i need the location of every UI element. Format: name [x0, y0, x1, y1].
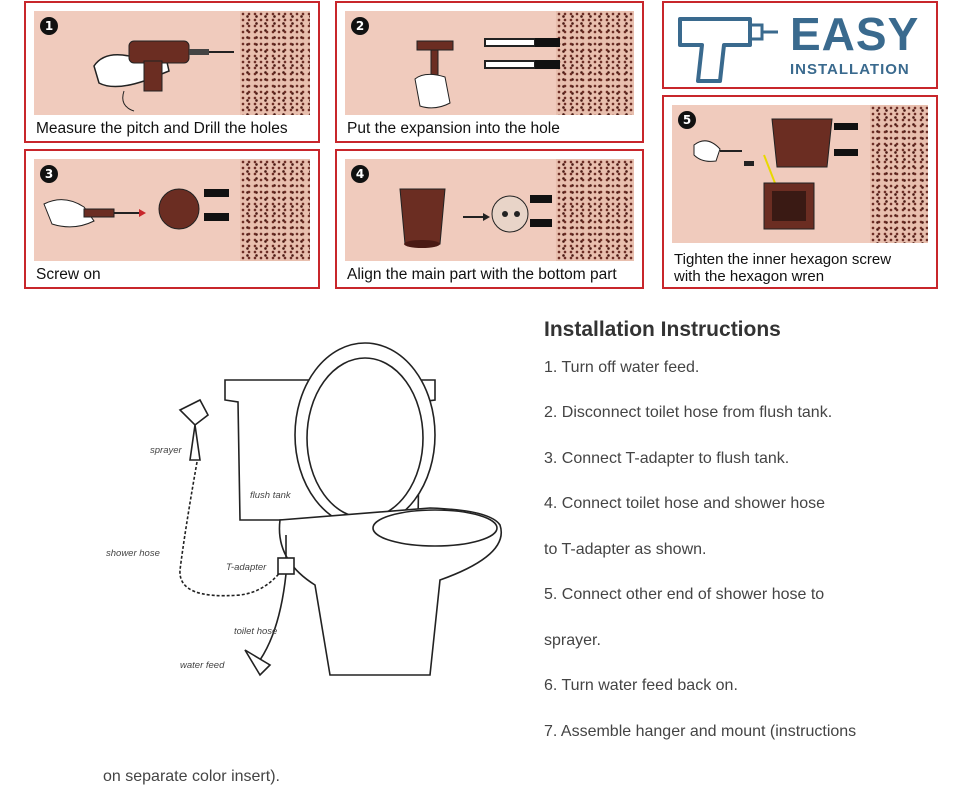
- step-4-illustration: [345, 159, 634, 261]
- instruction-line: on separate color insert).: [103, 768, 280, 785]
- instruction-line: 1. Turn off water feed.: [544, 359, 700, 376]
- step-panel-4: [335, 149, 644, 289]
- align-parts-illustration: [345, 159, 634, 261]
- step-caption: Measure the pitch and Drill the holes: [36, 120, 288, 137]
- step-1-illustration: [34, 11, 310, 115]
- step-panel-1: [24, 1, 320, 143]
- screwdriver-illustration: [34, 159, 310, 261]
- label-flush-tank: flush tank: [250, 490, 291, 501]
- logo-title: EASY: [790, 8, 920, 60]
- instruction-line: 7. Assemble hanger and mount (instructions: [544, 723, 857, 740]
- step-panel-2: [335, 1, 644, 143]
- step-3-illustration: [34, 159, 310, 261]
- step-caption: [674, 251, 930, 285]
- instruction-line: sprayer.: [544, 632, 601, 649]
- step-number: 2: [351, 17, 369, 35]
- instruction-line: 5. Connect other end of shower hose to: [544, 586, 825, 603]
- step-caption-line-2: with the hexagon wren: [674, 268, 825, 285]
- label-water-feed: water feed: [180, 660, 225, 671]
- step-5-illustration: [672, 105, 928, 243]
- easy-installation-logo: [662, 1, 938, 89]
- instruction-line: 3. Connect T-adapter to flush tank.: [544, 450, 790, 467]
- drill-illustration: [34, 11, 310, 115]
- hexagon-wrench-illustration: [672, 105, 928, 243]
- toilet-line-drawing: [100, 330, 530, 710]
- logo-subtitle: INSTALLATION: [790, 61, 910, 78]
- step-caption: Align the main part with the bottom part: [347, 266, 617, 283]
- label-toilet-hose: toilet hose: [234, 626, 278, 637]
- step-caption: Screw on: [36, 266, 101, 283]
- step-caption-line-1: Tighten the inner hexagon screw: [674, 251, 892, 268]
- label-shower-hose: shower hose: [106, 548, 160, 559]
- label-t-adapter: T-adapter: [226, 562, 267, 573]
- step-panel-5: [662, 95, 938, 289]
- drill-icon: [672, 7, 782, 87]
- instruction-line: 6. Turn water feed back on.: [544, 677, 738, 694]
- instruction-line: 2. Disconnect toilet hose from flush tank.: [544, 404, 833, 421]
- label-sprayer: sprayer: [150, 445, 182, 456]
- step-2-illustration: [345, 11, 634, 115]
- step-number: 1: [40, 17, 58, 35]
- instruction-line: 4. Connect toilet hose and shower hose: [544, 495, 826, 512]
- instructions-title: Installation Instructions: [544, 318, 781, 341]
- instruction-line: to T-adapter as shown.: [544, 541, 707, 558]
- step-number: 5: [678, 111, 696, 129]
- hammer-illustration: [345, 11, 634, 115]
- step-caption: Put the expansion into the hole: [347, 120, 560, 137]
- step-panel-3: [24, 149, 320, 289]
- toilet-bidet-diagram: [100, 330, 530, 710]
- step-number: 4: [351, 165, 369, 183]
- step-number: 3: [40, 165, 58, 183]
